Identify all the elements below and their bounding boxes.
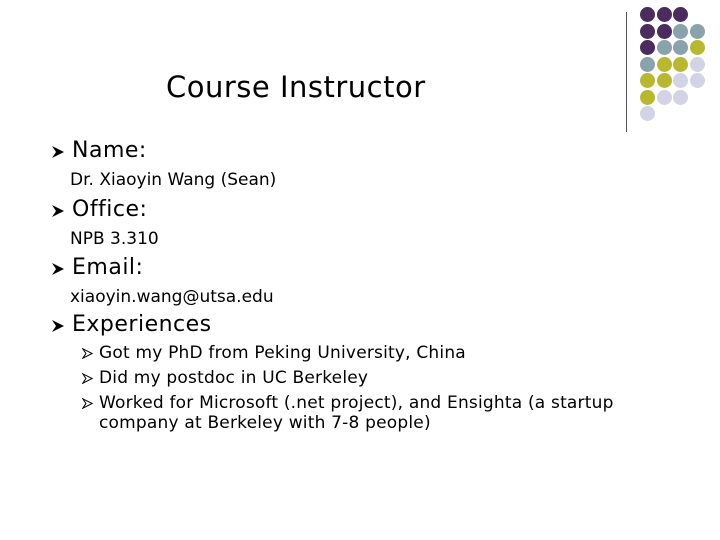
decorative-dot	[640, 90, 655, 105]
decorative-dot	[673, 40, 688, 55]
arrow-bullet-icon	[82, 398, 93, 409]
email-label: Email:	[72, 255, 144, 280]
experiences-label: Experiences	[72, 312, 212, 337]
decorative-dot	[640, 57, 655, 72]
experience-item: Did my postdoc in UC Berkeley	[99, 368, 369, 388]
decorative-dot	[690, 57, 705, 72]
decorative-dot	[640, 106, 655, 121]
decorative-dot	[657, 90, 672, 105]
decorative-dot	[640, 73, 655, 88]
decorative-dot-grid	[640, 7, 720, 123]
slide-title: Course Instructor	[166, 70, 426, 104]
office-value: NPB 3.310	[70, 229, 159, 249]
decorative-dot	[673, 7, 688, 22]
decorative-dot	[673, 24, 688, 39]
decorative-dot	[640, 7, 655, 22]
decorative-dot	[657, 73, 672, 88]
name-value: Dr. Xiaoyin Wang (Sean)	[70, 170, 277, 190]
decorative-dot	[657, 24, 672, 39]
decorative-dot	[673, 90, 688, 105]
arrow-bullet-icon	[51, 319, 65, 333]
arrow-bullet-icon	[51, 262, 65, 276]
arrow-bullet-icon	[82, 348, 93, 359]
decorative-dot	[657, 40, 672, 55]
email-value: xiaoyin.wang@utsa.edu	[70, 287, 274, 307]
arrow-bullet-icon	[82, 373, 93, 384]
decorative-dot	[657, 7, 672, 22]
office-label: Office:	[72, 197, 148, 222]
arrow-bullet-icon	[51, 145, 65, 159]
decorative-dot	[657, 57, 672, 72]
decorative-dot	[673, 73, 688, 88]
decorative-dot	[690, 24, 705, 39]
decorative-dot	[690, 40, 705, 55]
decorative-dot	[640, 40, 655, 55]
decorative-dot	[640, 24, 655, 39]
divider-line	[626, 12, 627, 132]
name-label: Name:	[72, 138, 147, 163]
experience-item: Got my PhD from Peking University, China	[99, 343, 466, 363]
arrow-bullet-icon	[51, 204, 65, 218]
experience-item: Worked for Microsoft (.net project), and Ensighta (a startup company at Berkeley with 7-8 people)	[99, 393, 614, 433]
decorative-dot	[673, 57, 688, 72]
decorative-dot	[690, 73, 705, 88]
